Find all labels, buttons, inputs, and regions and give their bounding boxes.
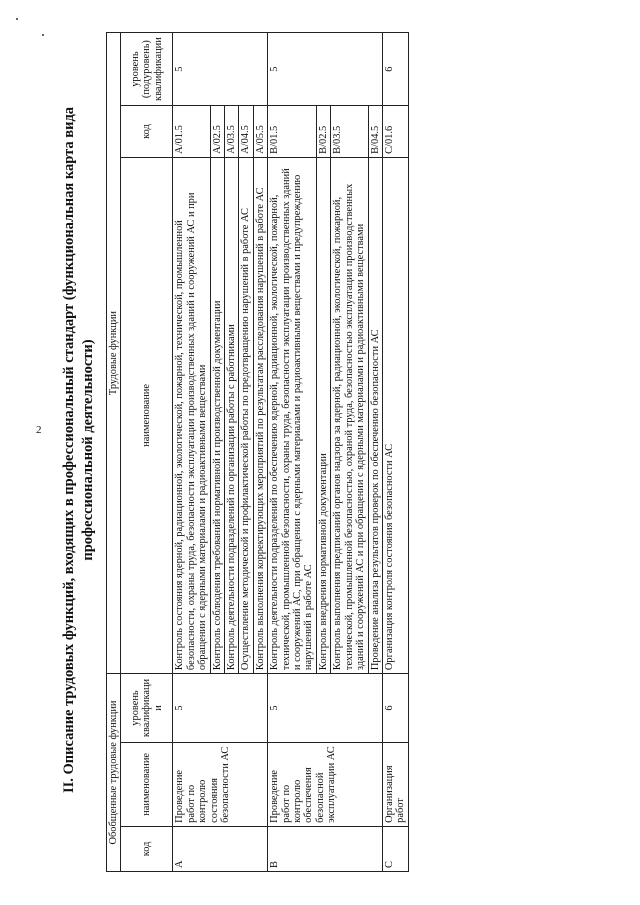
function-name: Контроль выполнения корректирующих мероприятий по результатам расследования нарушений в работе АС (253, 157, 267, 673)
section-title-line-2: профессиональной деятельности) (80, 339, 96, 561)
section-title (60, 10, 98, 890)
page-number: 2 (36, 424, 42, 436)
function-name: Контроль состояния ядерной, радиационной, экологической, пожарной, технической, промышленной безопасности, охраны труда, безопасности эксплуатации производственных зданий и сооружений АС и при обращении с ядерными материалами и радиоактивными веществами (173, 157, 210, 673)
function-name: Осуществление методической и профилактической работы по предотвращению нарушений в работе АС (239, 157, 253, 673)
group-name: Организация работ (382, 742, 408, 826)
function-code: B/02.5 (316, 106, 330, 158)
header-row-2 (121, 33, 173, 872)
rotated-page-content (60, 10, 620, 890)
lf-level-header: уровень (подуровень) квалификации (121, 33, 173, 106)
table-row (382, 33, 408, 872)
function-code: A/05.5 (253, 106, 267, 158)
function-name: Проведение анализа результатов проверок по обеспечению безопасности АС (368, 157, 382, 673)
scan-speck (42, 34, 44, 36)
header-row-1 (107, 33, 121, 872)
group-code: B (268, 826, 383, 871)
table-row (173, 33, 210, 872)
group-level: 5 (268, 674, 383, 743)
function-name: Контроль деятельности подразделений по обеспечению ядерной, радиационной, экологической, пожарной, технической, промышленной безопасности, охраны труда, безопасности эксплуатации производственных зданий и сооружений АС, при обращении с ядерными материалами и радиоактивными веществами и предупреждению нарушений в работе АС (268, 157, 317, 673)
function-name: Контроль соблюдения требований нормативной и производственной документации (210, 157, 224, 673)
lf-code-header: код (121, 106, 173, 158)
function-name: Контроль внедрения нормативной документации (316, 157, 330, 673)
functional-map-table (106, 32, 409, 872)
function-level: 5 (173, 33, 268, 106)
function-code: B/01.5 (268, 106, 317, 158)
group-name: Проведение работ по контролю обеспечения безопасной эксплуатации АС (268, 742, 383, 826)
function-level: 5 (268, 33, 383, 106)
function-name: Контроль деятельности подразделений по организации работы с работниками (225, 157, 239, 673)
group-level: 5 (173, 674, 268, 743)
function-name: Организация контроля состояния безопасности АС (382, 157, 408, 673)
function-code: B/03.5 (331, 106, 368, 158)
function-code: A/02.5 (210, 106, 224, 158)
group-code: A (173, 826, 268, 871)
generalized-functions-header: Обобщенные трудовые функции (107, 674, 121, 872)
function-code: A/01.5 (173, 106, 210, 158)
function-code: A/04.5 (239, 106, 253, 158)
labor-functions-header: Трудовые функции (107, 33, 121, 674)
function-level: 6 (382, 33, 408, 106)
function-code: C/01.6 (382, 106, 408, 158)
group-code: C (382, 826, 408, 871)
function-name: Контроль выполнения предписаний органов надзора за ядерной, радиационной, экологической, пожарной, технической, промышленной безопасностью, охраной труда, безопасностью эксплуатации производственных зданий и сооружений АС и при обращении с ядерными материалами и радиоактивными веществами (331, 157, 368, 673)
section-title-line-1: II. Описание трудовых функций, входящих в профессиональный стандарт (функциональная карта вида (61, 106, 77, 794)
code-header: код (121, 826, 173, 871)
function-code: A/03.5 (225, 106, 239, 158)
table-row (268, 33, 317, 872)
group-name: Проведение работ по контролю состояния безопасности АС (173, 742, 268, 826)
scan-speck (16, 18, 18, 20)
function-code: B/04.5 (368, 106, 382, 158)
group-level: 6 (382, 674, 408, 743)
name-header: наименование (121, 742, 173, 826)
lf-name-header: наименование (121, 157, 173, 673)
level-header: уровень квалификации (121, 674, 173, 743)
